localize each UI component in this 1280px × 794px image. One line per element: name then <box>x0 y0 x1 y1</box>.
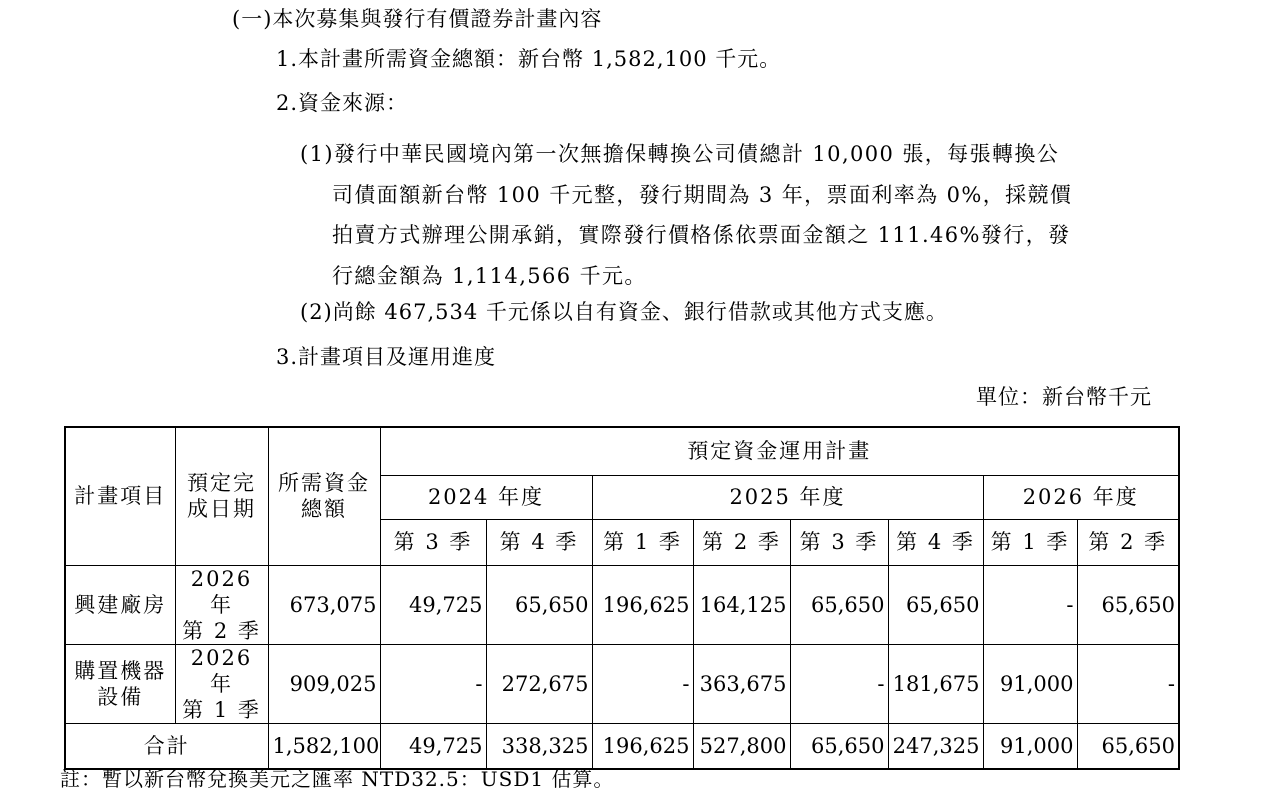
funding-source-item-1-line: 司債面額新台幣 100 千元整，發行期間為 3 年，票面利率為 0%，採競價 <box>332 182 1073 207</box>
sum-value: 91,000 <box>983 723 1077 769</box>
row-value: 181,675 <box>888 644 983 723</box>
quarter-header: 第 1 季 <box>592 519 693 565</box>
table-sum-row <box>65 723 1179 769</box>
sum-total: 1,582,100 <box>268 723 380 769</box>
row-item-name <box>65 644 175 723</box>
year-2024: 2024 年度 <box>380 475 592 519</box>
row-value: - <box>983 565 1077 644</box>
table-row <box>65 644 1179 723</box>
quarter-header: 第 2 季 <box>1077 519 1179 565</box>
row-completion-date <box>175 565 268 644</box>
row-date-year: 2026 年 <box>190 645 253 696</box>
row-total: 909,025 <box>268 644 380 723</box>
sum-value: 338,325 <box>486 723 592 769</box>
row-value: - <box>1077 644 1179 723</box>
row-total: 673,075 <box>268 565 380 644</box>
table-row <box>65 565 1179 644</box>
row-value: 196,625 <box>592 565 693 644</box>
sum-value: 527,800 <box>693 723 790 769</box>
row-value: 272,675 <box>486 644 592 723</box>
plan-total-amount: 1.本計畫所需資金總額：新台幣 1,582,100 千元。 <box>276 47 782 71</box>
row-date-year: 2026 年 <box>190 566 253 617</box>
row-date-quarter: 第 1 季 <box>182 697 261 722</box>
quarter-header: 第 4 季 <box>888 519 983 565</box>
quarter-header: 第 4 季 <box>486 519 592 565</box>
funding-source-item-1-line: 拍賣方式辦理公開承銷，實際發行價格係依票面金額之 111.46%發行，發 <box>332 223 1071 247</box>
row-value: - <box>790 644 888 723</box>
header-total-required <box>268 427 380 565</box>
row-completion-date <box>175 644 268 723</box>
sum-label: 合計 <box>65 723 268 769</box>
sum-value: 247,325 <box>888 723 983 769</box>
row-item-name-line: 購置機器 <box>74 658 167 683</box>
header-completion-date-text: 預定完成日期 <box>187 471 256 522</box>
funding-source-heading: 2.資金來源： <box>276 91 409 115</box>
row-value: 65,650 <box>486 565 592 644</box>
section-title: (一)本次募集與發行有價證券計畫內容 <box>232 7 603 31</box>
row-value: 65,650 <box>790 565 888 644</box>
exchange-rate-note: 註：暫以新台幣兌換美元之匯率 NTD32.5：USD1 估算。 <box>60 767 615 791</box>
funding-source-item-1-line: (1)發行中華民國境內第一次無擔保轉換公司債總計 10,000 張，每張轉換公 <box>300 142 1060 166</box>
quarter-header: 第 3 季 <box>790 519 888 565</box>
row-value: 65,650 <box>1077 565 1179 644</box>
sum-value: 65,650 <box>790 723 888 769</box>
header-total-required-text: 所需資金總額 <box>278 471 370 522</box>
quarter-header: 第 1 季 <box>983 519 1077 565</box>
fund-usage-table <box>64 426 1180 770</box>
header-completion-date <box>175 427 268 565</box>
sum-value: 196,625 <box>592 723 693 769</box>
header-usage-plan: 預定資金運用計畫 <box>380 427 1179 475</box>
funding-source-item-1-line: 行總金額為 1,114,566 千元。 <box>332 263 647 288</box>
row-date-quarter: 第 2 季 <box>182 618 261 643</box>
funding-source-item-1 <box>300 134 1168 296</box>
header-plan-item: 計畫項目 <box>65 427 175 565</box>
plan-items-heading: 3.計畫項目及運用進度 <box>276 345 497 369</box>
row-value: 91,000 <box>983 644 1077 723</box>
row-item-name-line: 設備 <box>97 684 144 709</box>
sum-value: 65,650 <box>1077 723 1179 769</box>
funding-source-item-2: (2)尚餘 467,534 千元係以自有資金、銀行借款或其他方式支應。 <box>300 300 948 324</box>
row-value: 65,650 <box>888 565 983 644</box>
sum-value: 49,725 <box>380 723 486 769</box>
row-value: 164,125 <box>693 565 790 644</box>
row-value: 49,725 <box>380 565 486 644</box>
unit-label: 單位：新台幣千元 <box>976 385 1152 409</box>
row-value: - <box>380 644 486 723</box>
row-value: - <box>592 644 693 723</box>
row-item-name: 興建廠房 <box>65 565 175 644</box>
quarter-header: 第 3 季 <box>380 519 486 565</box>
year-2026: 2026 年度 <box>983 475 1179 519</box>
year-2025: 2025 年度 <box>592 475 983 519</box>
quarter-header: 第 2 季 <box>693 519 790 565</box>
row-value: 363,675 <box>693 644 790 723</box>
